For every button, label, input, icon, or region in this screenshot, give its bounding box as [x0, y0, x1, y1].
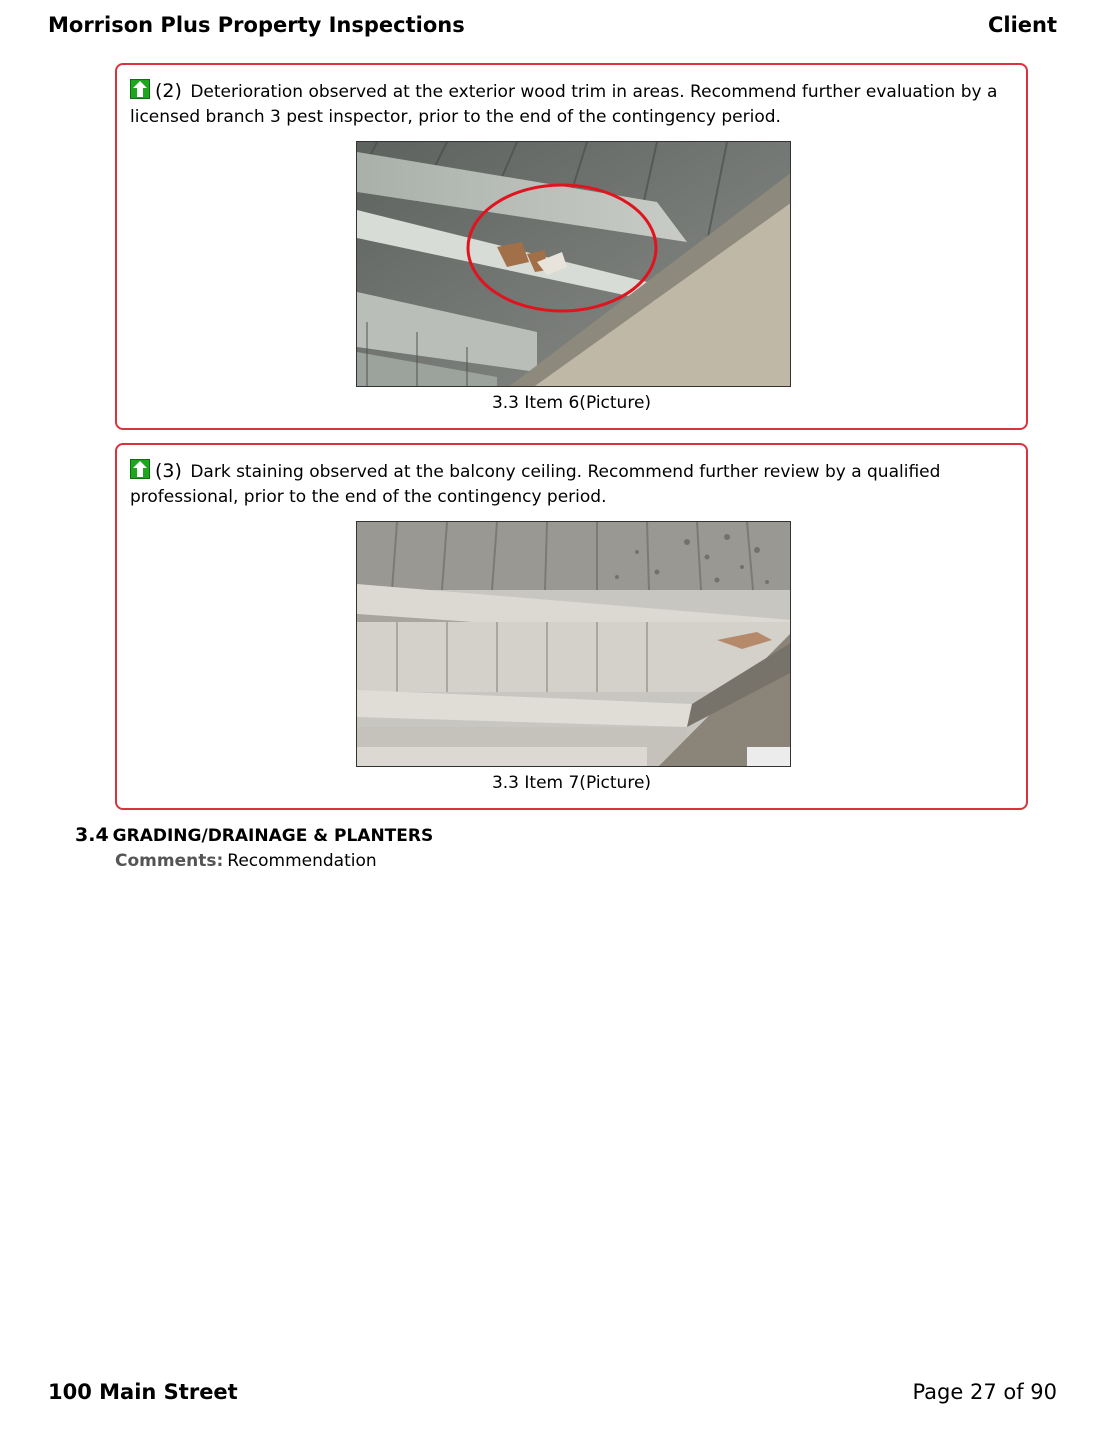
repair-house-icon: [130, 459, 150, 479]
footer-address: 100 Main Street: [48, 1380, 238, 1404]
comments-value: Recommendation: [227, 851, 377, 871]
finding-photo-wood-trim: [356, 141, 791, 387]
photo-caption: 3.3 Item 6(Picture): [491, 393, 652, 413]
repair-house-icon: [130, 79, 150, 99]
finding-photo-balcony-ceiling: [356, 521, 791, 767]
section-comments: [115, 851, 377, 871]
header-company-name: Morrison Plus Property Inspections: [48, 13, 465, 37]
section-title: GRADING/DRAINAGE & PLANTERS: [112, 826, 434, 846]
photo-caption: 3.3 Item 7(Picture): [491, 773, 652, 793]
finding-number: (2): [155, 80, 182, 102]
finding-text-block: [130, 79, 1020, 130]
finding-box-item-7: [115, 443, 1028, 810]
finding-description: Deterioration observed at the exterior wood trim in areas. Recommend further evaluation by a licensed branch 3 pest inspector, prior to the end of the contingency period.: [130, 82, 998, 127]
section-number: 3.4: [75, 824, 109, 846]
header-client-label: Client: [987, 13, 1057, 37]
footer-page-number: Page 27 of 90: [912, 1380, 1057, 1404]
finding-text-block: [130, 459, 1020, 510]
comments-label: Comments:: [115, 851, 224, 871]
finding-description: Dark staining observed at the balcony ceiling. Recommend further review by a qualified professional, prior to the end of the contingency period.: [130, 462, 941, 507]
finding-box-item-6: [115, 63, 1028, 430]
finding-number: (3): [155, 460, 182, 482]
section-heading: [75, 824, 433, 846]
